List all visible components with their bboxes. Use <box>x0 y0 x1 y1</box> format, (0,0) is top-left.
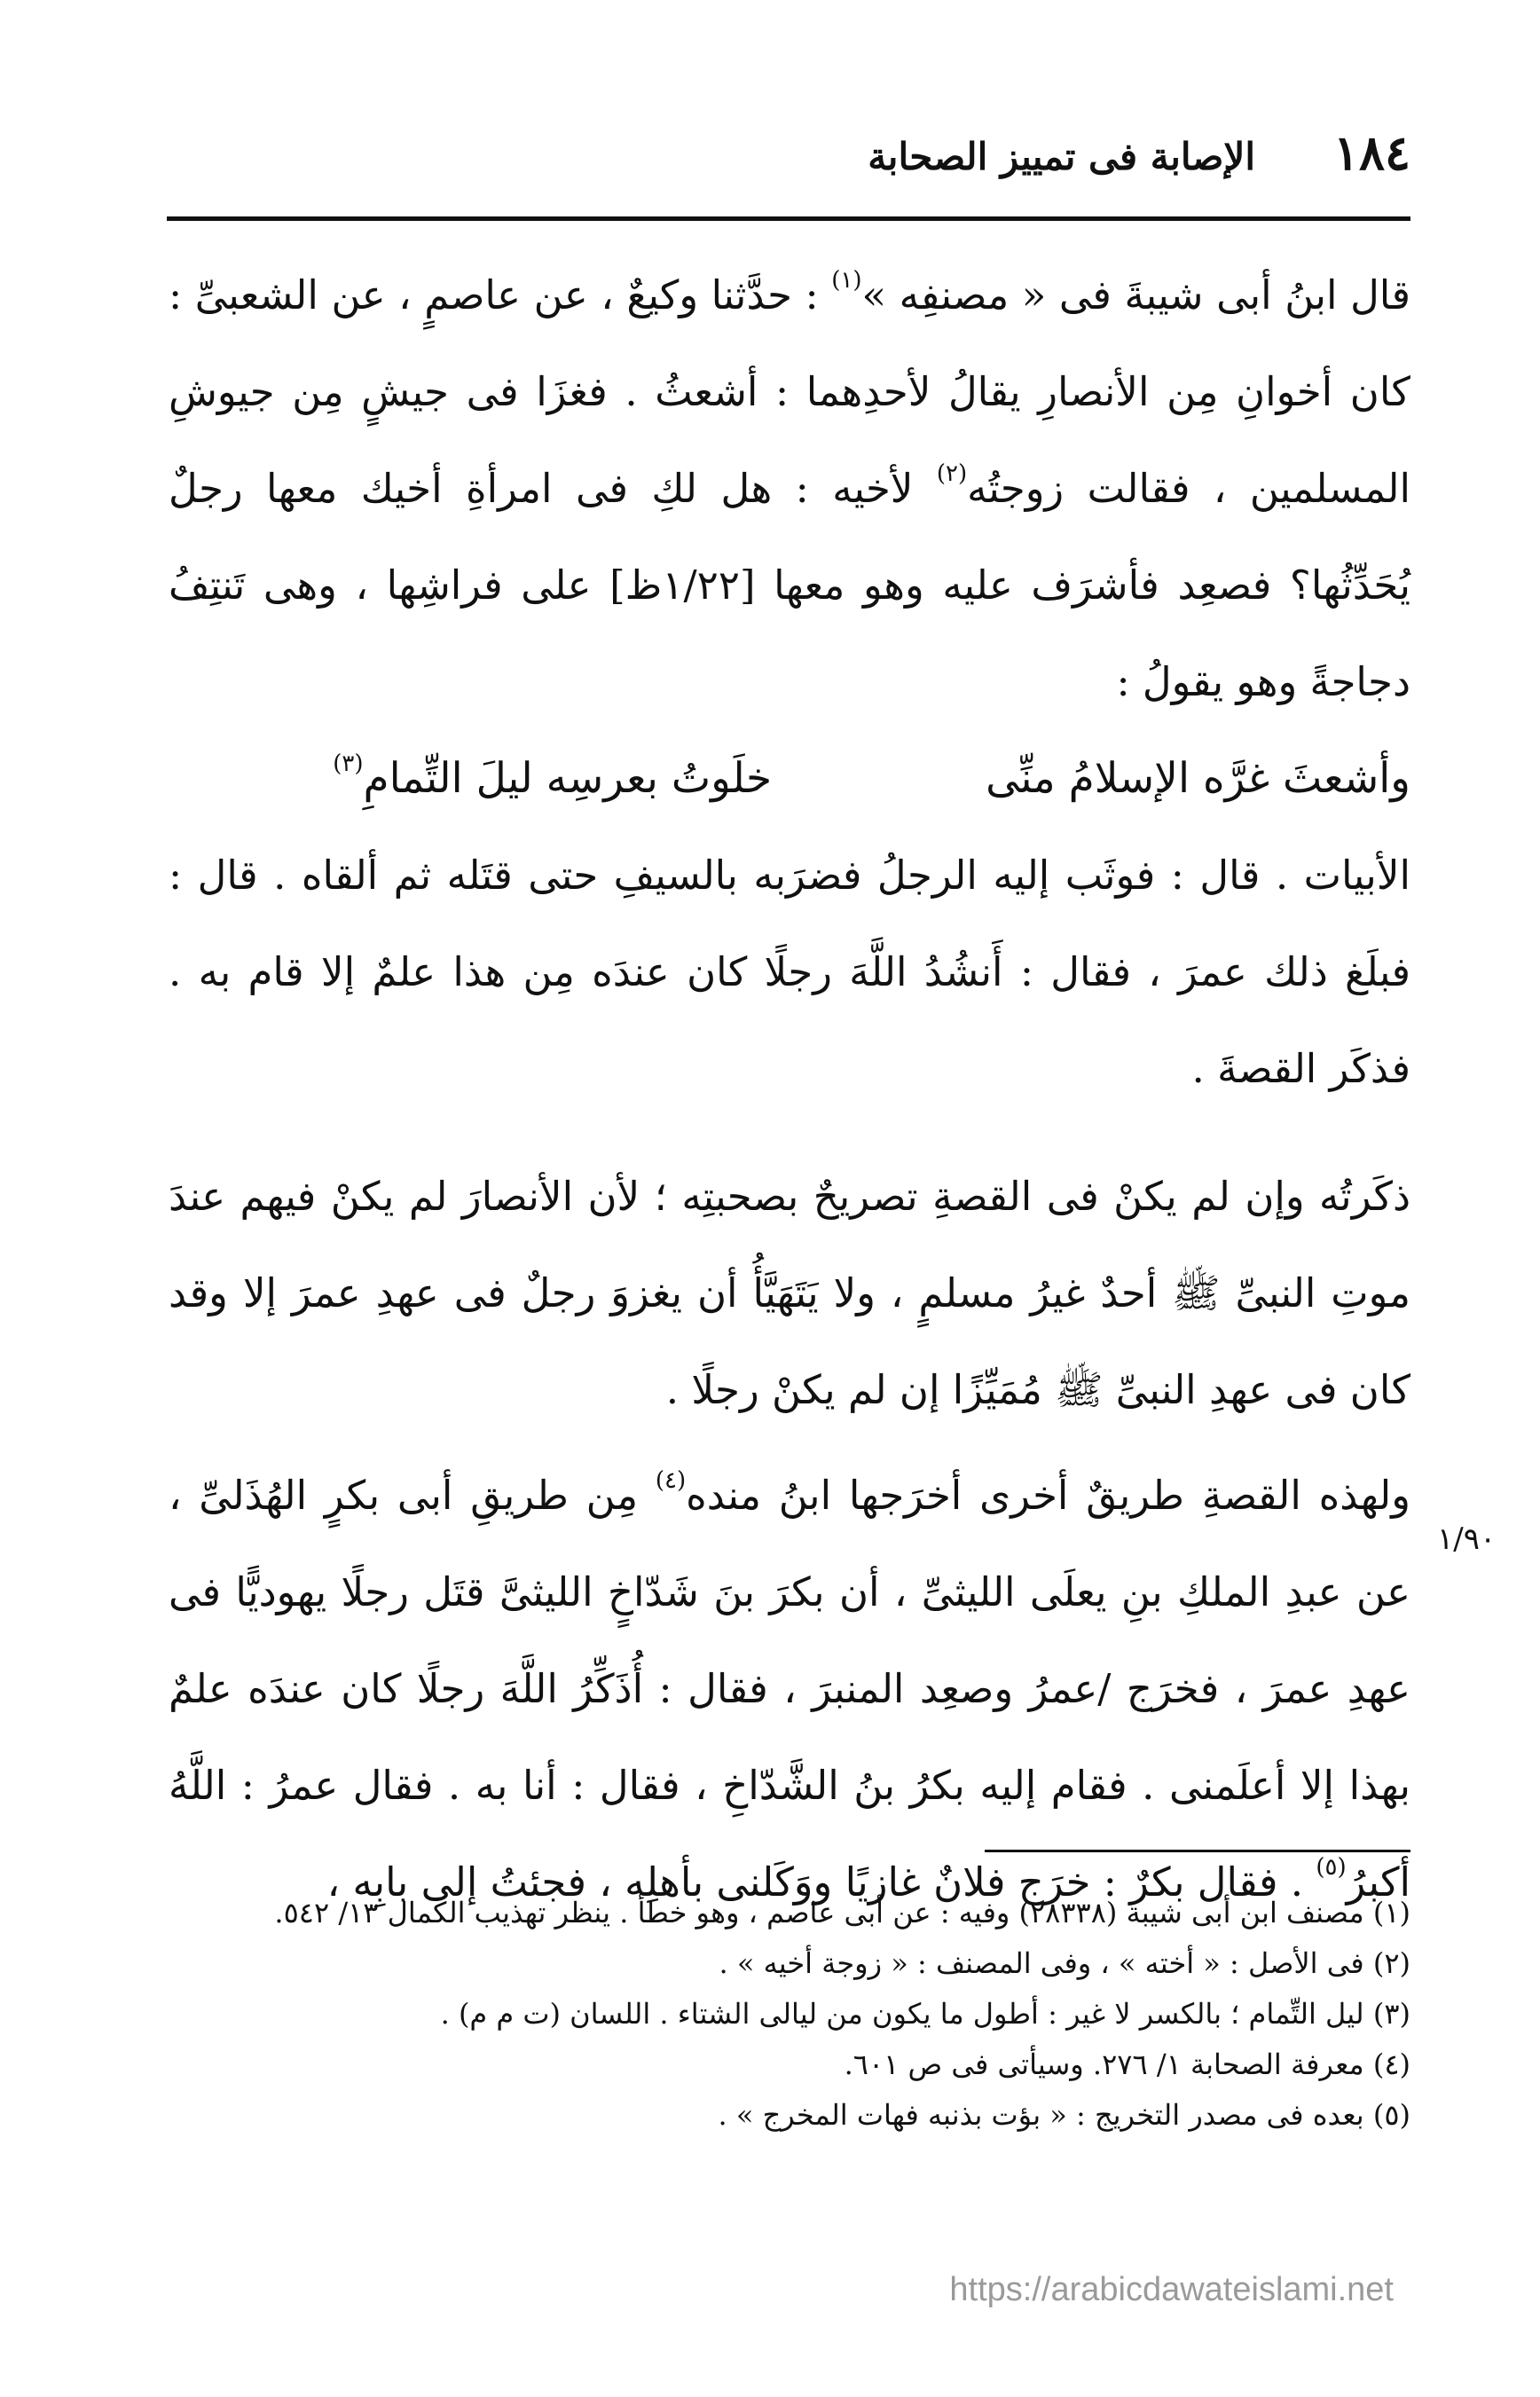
page-number: ١٨٤ <box>1332 124 1410 181</box>
paragraph-3 <box>169 1447 1410 1930</box>
text-line: أكبرُ <box>1346 1859 1410 1906</box>
watermark-url: https://arabicdawateislami.net <box>949 2271 1394 2308</box>
text-line: ذكَرتُه وإن لم يكنْ فى القصةِ تصريحٌ بصحبتِه ؛ لأن الأنصارَ لم يكنْ فيهم <box>240 1173 1410 1220</box>
footnote-2: (٢) فى الأصل : « أخته » ، وفى المصنف : « زوجة أخيه » . <box>719 1946 1410 1980</box>
footnote-3: (٣) ليل التِّمام ؛ بالكسر لا غير : أطول ما يكون من ليالى الشتاء . اللسان (ت م م) . <box>440 1997 1410 2031</box>
text-line: عن عبدِ الملكِ بنِ يعلَى الليثىِّ ، أن بكرَ بنَ شَدّاخٍ الليثىَّ قتَل رجلًا يهوديًّا فى <box>169 1568 1410 1615</box>
running-title: الإصابة فى تمييز الصحابة <box>868 135 1255 178</box>
page-header <box>169 115 1410 204</box>
text-line: مِن طريقِ أبى بكرٍ الهُذَلىِّ ، <box>169 1472 656 1519</box>
text-line: . فقال بكرٌ : خرَج فلانٌ غازيًا ووَكَلنى بأهلِه ، فجئتُ إلى بابِه ، <box>326 1859 1316 1906</box>
footnote-marker: (٢) <box>936 460 968 487</box>
paragraph-1 <box>169 247 1410 730</box>
text-line: الأبيات . قال : فوثَب إليه الرجلُ فضرَبه بالسيفِ حتى قتَله ثم ألقاه . قال : <box>169 852 1410 899</box>
text-line: ولهذه القصةِ طريقٌ أخرى أخرَجها ابنُ منده <box>686 1472 1410 1519</box>
footnote-5: (٥) بعده فى مصدر التخريج : « بؤت بذنبه فهات المخرج » . <box>718 2098 1410 2132</box>
text-line: وقد كان فى عهدِ النبىِّ ﷺ مُمَيِّزًا إن لم يكنْ رجلًا . <box>169 1269 1410 1413</box>
text-line: أخوانِ مِن الأنصارِ يقالُ لأحدِهما : أشعثُ . فغزَا فى جيشٍ مِن جيوشِ المسلمين ، <box>169 368 1410 512</box>
text-line: فأشرَف عليه وهو معها [١/٢٢ظ] على فراشِها ، وهى تَنتِفُ دجاجةً وهو يقولُ : <box>169 562 1410 705</box>
footnote-4: (٤) معرفة الصحابة ١/ ٢٧٦. وسيأتى فى ص ٦٠١. <box>844 2047 1410 2081</box>
verse-first-hemistich: وأشعثَ غرَّه الإسلامُ منِّى <box>986 754 1410 803</box>
footnote-marker: (١) <box>831 267 862 294</box>
poetry-verse <box>169 730 1410 827</box>
footnotes <box>169 1888 1410 2141</box>
text-line: فبلَغ ذلك عمرَ ، فقال : أَنشُدُ اللَّهَ رجلًا كان عندَه مِن هذا علمٌ إلا قام به . فذكَر <box>169 948 1410 1092</box>
footnote-marker: (٥) <box>1316 1854 1347 1881</box>
text-line: لأخيه : هل لكِ فى امرأةِ أخيك معها رجلٌ يُحَدِّثُها؟ فصعِد <box>169 465 1410 609</box>
text-line: عهدِ عمرَ ، فخرَج /عمرُ وصعِد المنبرَ ، فقال : أُذَكِّرُ اللَّهَ رجلًا كان عندَه علمٌ <box>169 1665 1410 1712</box>
verse-second-hemistich-text: خلَوتُ بعرسِه ليلَ التِّمامِ <box>363 754 772 803</box>
footnote-marker: (٣) <box>333 751 364 777</box>
text-line: عندَ موتِ النبىِّ ﷺ أحدٌ غيرُ مسلمٍ ، ولا يَتَهَيَّأُ أن يغزوَ رجلٌ فى عهدِ عمرَ إلا <box>169 1173 1410 1316</box>
footnote-1: (١) مصنف ابن أبى شيبة (٢٨٣٣٨) وفيه : عن أبى عاصم ، وهو خطأ . ينظر تهذيب الكمال ١٣/ ٥٤٢. <box>274 1896 1410 1929</box>
header-rule <box>167 216 1410 221</box>
paragraph-2 <box>169 1148 1410 1438</box>
main-text <box>169 247 1410 1930</box>
text-line: القصةَ . <box>1191 1045 1317 1092</box>
margin-reference: ١/٩٠ <box>1437 1521 1497 1557</box>
footnote-marker: (٤) <box>655 1467 687 1494</box>
text-line: فقالت زوجتُه <box>967 465 1190 512</box>
text-line: : حدَّثنا وكيعٌ ، عن عاصمٍ ، عن الشعبىِّ : كان <box>169 271 1410 415</box>
footnote-rule <box>985 1850 1410 1852</box>
paragraph-1-continued <box>169 827 1410 1117</box>
text-line: قال ابنُ أبى شيبةَ فى « مصنفِه » <box>861 271 1411 318</box>
text-line: بهذا إلا أعلَمنى . فقام إليه بكرُ بنُ الشَّدّاخِ ، فقال : أنا به . فقال عمرُ : اللَّهُ <box>169 1762 1410 1809</box>
verse-second-hemistich <box>333 730 772 827</box>
